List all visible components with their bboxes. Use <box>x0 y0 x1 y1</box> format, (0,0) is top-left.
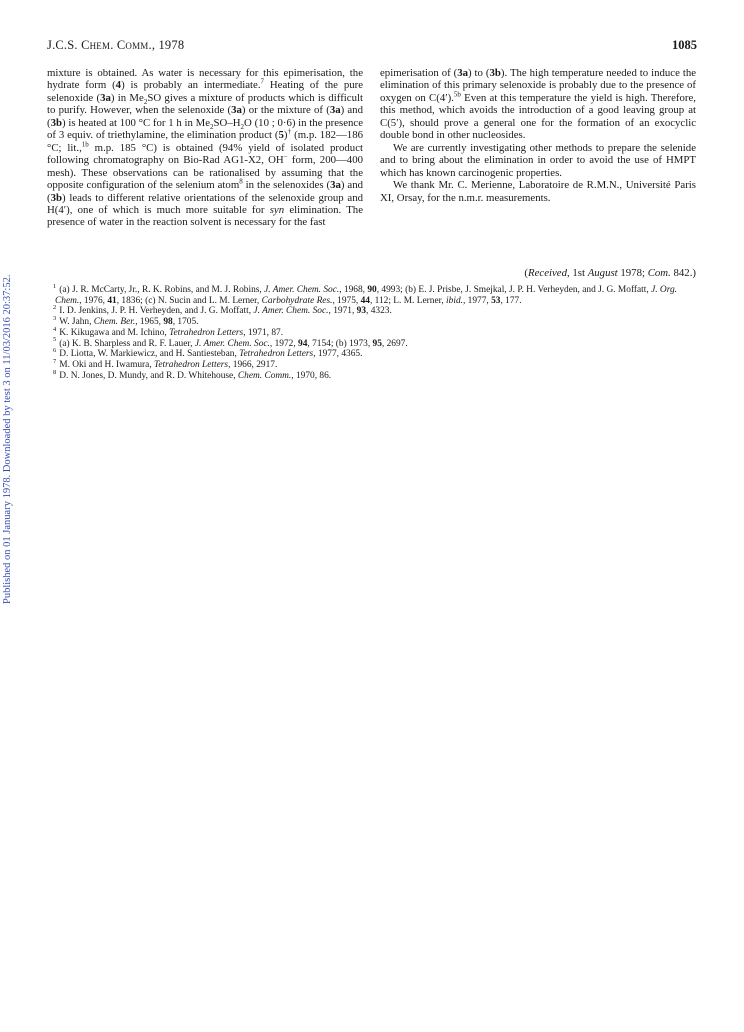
left-column <box>47 67 363 229</box>
reference-8: $^8$ D. N. Jones, D. Mundy, and R. D. Whitehouse, Chem. Comm., 1970, 86. <box>53 368 332 381</box>
left-paragraph-1: mixture is obtained. As water is necessary for this epimerisation, the hydrate form (4) is probably an intermediate.$^7$ Heating of the pure selenoxide (3a) in $Me_2SO$ gives a mixture of products which is difficult to purify. However, when the selenoxide (3a) or the mixture of (3a) and (3b) is heated at 100 °C for 1 h in $Me_2SO-H_2O$ (10 ; 0·6) in the presence of 3 equiv. of triethylamine, the elimination product (5)† (m.p. 182—186 °C; lit.,$^{1b}$ m.p. 185 °C) is obtained (94% yield of isolated product following chromatography on Bio-Rad AG1-X2, OH− form, 200—400 mesh). These observations can be rationalised by assuming that the opposite configuration of the selenium atom$^8$ in the selenoxides (3a) and (3b) leads to different relative orientations of the selenoxide group and H(4′), one of which is much more suitable for syn elimination. The presence of water in the reaction solvent is necessary for the fast <box>47 67 364 229</box>
acknowledgement: We thank Mr. C. Merienne, Laboratoire de R.M.N., Université Paris XI, Orsay, for the n.m.r. measurements. <box>380 179 696 204</box>
reference-5: $^5$ (a) K. B. Sharpless and R. F. Lauer, J. Amer. Chem. Soc., 1972, 94, 7154; (b) 1973, 95, 2697. <box>53 336 408 349</box>
reference-4: $^4$ K. Kikugawa and M. Ichino, Tetrahedron Letters, 1971, 87. <box>53 325 284 338</box>
journal-name-smallcaps: Chem. Comm. <box>81 38 152 52</box>
journal-name: J.C.S. <box>47 38 78 52</box>
right-paragraph-1: epimerisation of (3a) to (3b). The high temperature needed to induce the elimination of this primary selenoxide is probably due to the presence of oxygen on C(4′).$^{5b}$ Even at this temperature the yield is high. Therefore, this method, which avoids the introduction of a good leaving group at C(5′), should prove a general one for the formation of an exocyclic double bond in other nucleosides. <box>380 67 697 142</box>
right-paragraph-2: We are currently investigating other methods to prepare the selenide and to bring about the elimination in order to avoid the use of HMPT which has known carcinogenic properties. <box>380 141 696 179</box>
running-header <box>47 38 184 53</box>
reference-3: $^3$ W. Jahn, Chem. Ber., 1965, 98, 1705. <box>53 314 199 328</box>
journal-year: , 1978 <box>151 38 185 52</box>
received-line: (Received, 1st August 1978; Com. 842.) <box>524 267 696 279</box>
reference-7: $^7$ M. Oki and H. Iwamura, Tetrahedron Letters, 1966, 2917. <box>53 357 278 370</box>
reference-1: $^1$ (a) J. R. McCarty, Jr., R. K. Robins, and M. J. Robins, J. Amer. Chem. Soc., 1968, 90, 4993; (b) E. J. Prisbe, J. Smejkal, J. P. H. Verheyden, and J. G. Moffatt, J. Org. Chem., 1976, 41, 1836; (c) N. Sucin and L. M. Lerner, Carbohydrate Res., 1975, 44, 112; L. M. Lerner, ibid., 1977, 53, 177. <box>53 282 678 306</box>
reference-6: $^6$ D. Liotta, W. Markiewicz, and H. Santiesteban, Tetrahedron Letters, 1977, 4365. <box>53 347 363 360</box>
page-number: 1085 <box>672 38 697 52</box>
publication-note[interactable]: Published on 01 January 1978. Downloaded by test 3 on 11/03/2016 20:37:52. <box>2 274 13 604</box>
references <box>47 282 697 381</box>
reference-2: $^2$ I. D. Jenkins, J. P. H. Verheyden, and J. G. Moffatt, J. Amer. Chem. Soc., 1971, 93, 4323. <box>53 304 392 317</box>
right-column <box>380 67 696 204</box>
